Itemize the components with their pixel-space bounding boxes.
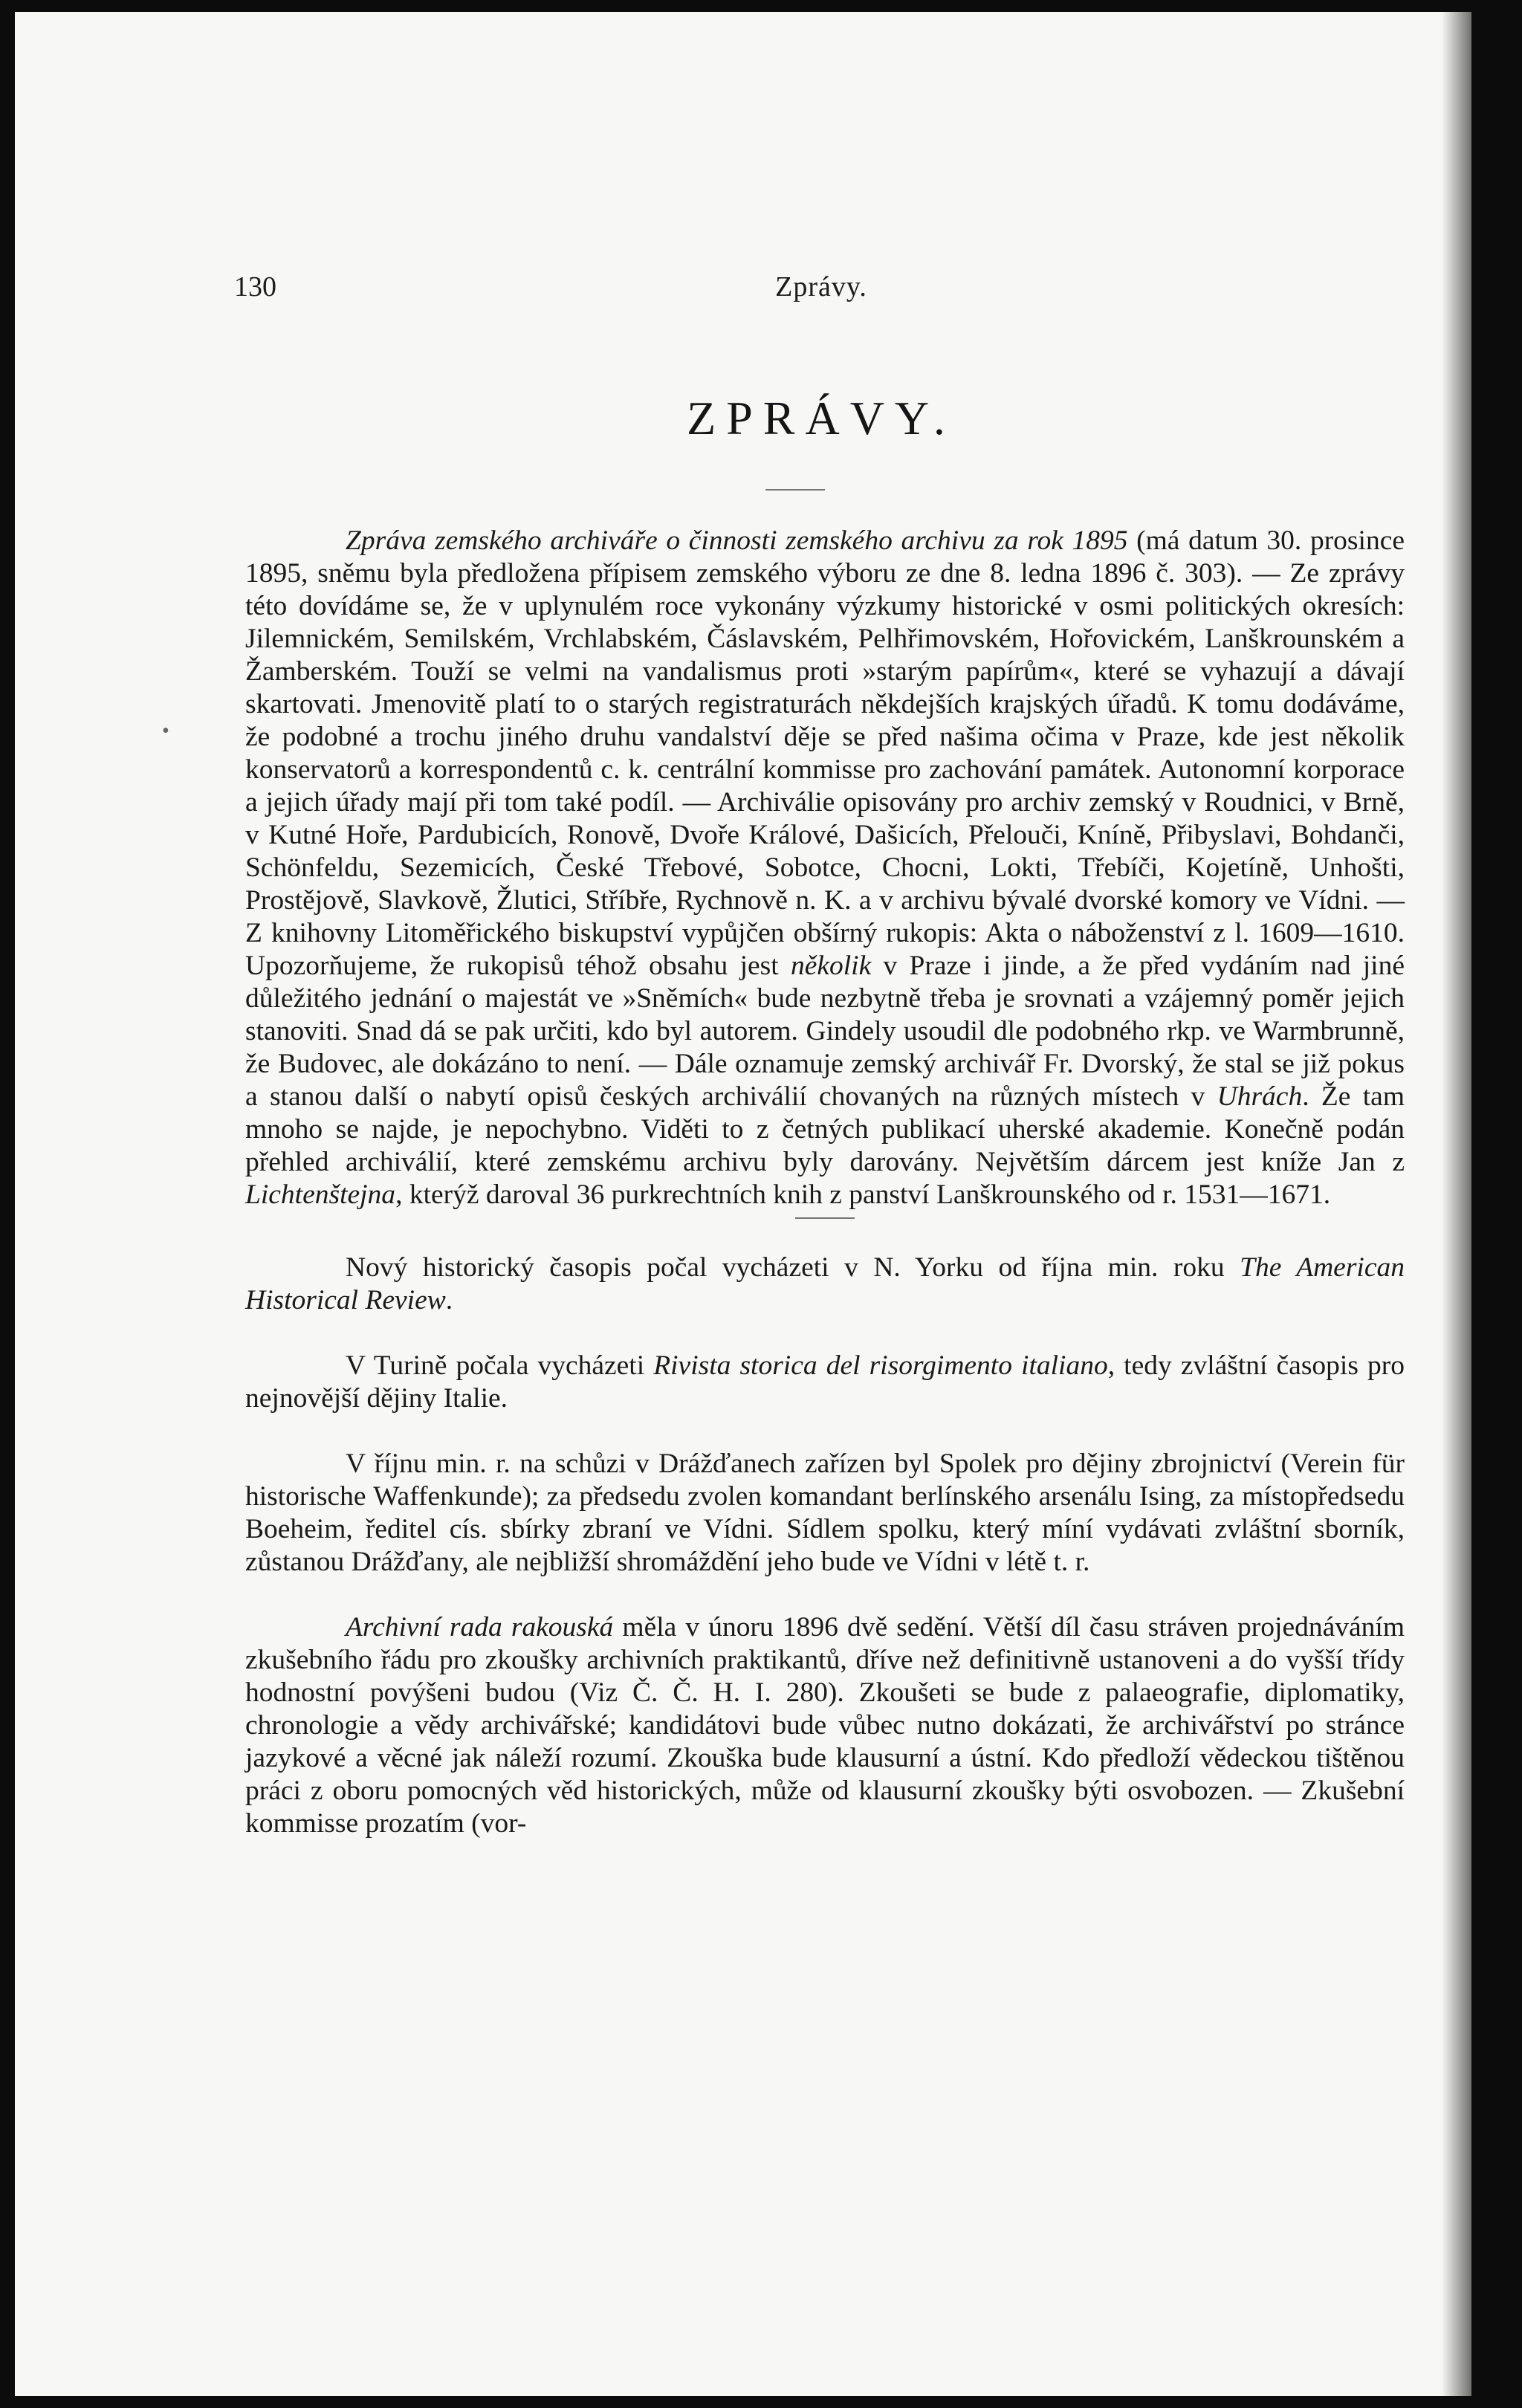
scanned-page	[15, 12, 1471, 2396]
section-separator	[795, 1217, 855, 1219]
report-place: Uhrách	[1217, 1081, 1303, 1112]
news-text: V říjnu min. r. na schůzi v Drážďanech zařízen byl Spolek pro dějiny zbrojnictví (Verein für historische Waffenkunde); za předsedu zvolen komandant berlínského arsenálu Ising, za místopředsedu Boeheim, ředitel cís. sbírky zbraní ve Vídni. Sídlem spolku, který míní vydávati zvláštní sborník, zůstanou Drážďany, ale nejbližší shromáždění jeho bude ve Vídni v létě t. r.	[245, 1449, 1405, 1577]
report-donor-place: Lichtenštejna	[245, 1179, 396, 1210]
report-paragraph	[245, 525, 1405, 1211]
news-item	[245, 1448, 1405, 1579]
page-edge-shadow	[1442, 12, 1471, 2396]
report-text-4: , kterýž daroval 36 purkrechtních knih z panství Lanškrounského od r. 1531—1671.	[395, 1179, 1331, 1210]
margin-dot: •	[162, 719, 169, 742]
article-body	[245, 525, 1405, 1840]
report-text-2: v Praze i jinde, a že před vydáním nad jiné důležitého jednání o majestát ve »Sněmích« bude nezbytně třeba je srovnati a vzájemný poměr jejich stanoviti. Snad dá se pak určiti, kdo byl autorem. Gindely usoudil dle podobného rkp. ve Warmbrunně, že Budovec, ale dokázáno to není. — Dále oznamuje zemský archivář Fr. Dvorský, že stal se již pokus a stanou další o nabytí opisů českých archiválií chovaných na různých místech v	[245, 951, 1405, 1112]
report-emphasis: několik	[790, 951, 872, 981]
news-item	[245, 1252, 1405, 1317]
running-title: Zprávy.	[775, 271, 867, 302]
news-text: měla v únoru 1896 dvě sedění. Větší díl času stráven projednáváním zkušebního řádu pro zkoušky archivních praktikantů, dříve než definitivně ustanoveni a do vyšší třídy hodnostní povýšeni budou (Viz Č. Č. H. I. 280). Zkoušeti se bude z palaeografie, diplomatiky, chronologie a vědy archivářské; kandidátovi bude vůbec nutno dokázati, že archivářství po stránce jazykové a věcné jak náleží rozumí. Zkouška bude klausurní a ústní. Kdo předloží vědeckou tištěnou práci z oboru pomocných věd historických, může od klausurní zkoušky býti osvobozen. — Zkušební kommisse prozatím (vor-	[245, 1612, 1405, 1839]
running-header	[219, 271, 1423, 315]
news-title: Archivní rada rakouská	[346, 1612, 614, 1642]
title-divider	[765, 489, 825, 491]
news-text-2: , tedy zvláštní časopis pro nejnovější dějiny Italie.	[245, 1350, 1405, 1414]
news-item	[245, 1350, 1405, 1415]
news-text: V Turině počala vycházeti	[346, 1350, 645, 1381]
report-text-3: . Že tam mnoho se najde, je nepochybno. Viděti to z četných publikací uherské akademie. Konečně podán přehled archiválií, které zemskému archivu byly darovány. Největším dárcem jest kníže Jan z	[245, 1081, 1405, 1177]
section-title: ZPRÁVY.	[687, 392, 956, 444]
journal-title: Rivista storica del risorgimento italiano	[653, 1350, 1108, 1381]
news-end: .	[445, 1285, 453, 1315]
journal-title: The American Historical Review	[245, 1252, 1405, 1315]
news-text: Nový historický časopis počal vycházeti v N. Yorku od října min. roku	[346, 1252, 1225, 1283]
page-number: 130	[234, 271, 276, 302]
news-item	[245, 1611, 1405, 1840]
report-title: Zpráva zemského archiváře o činnosti zemského archivu za rok 1895	[346, 525, 1128, 556]
report-text: (má datum 30. prosince 1895, sněmu byla předložena přípisem zemského výboru ze dne 8. ledna 1896 č. 303). — Ze zprávy této dovídáme se, že v uplynulém roce vykonány výzkumy historické v osmi politických okresích: Jilemnickém, Semilském, Vrchlabském, Čáslavském, Pelhřimovském, Hořovickém, Lanškrounském a Žamberském. Touží se velmi na vandalismus proti »starým papírům«, které se vyhazují a dávají skartovati. Jmenovitě platí to o starých registraturách někdejších krajských úřadů. K tomu dodáváme, že podobné a trochu jiného druhu vandalství děje se před našima očima v Praze, kde jest několik konservatorů a korrespondentů c. k. centrální kommisse pro zachování památek. Autonomní korporace a jejich úřady mají při tom také podíl. — Archiválie opisovány pro archiv zemský v Roudnici, v Brně, v Kutné Hoře, Pardubicích, Ronově, Dvoře Králové, Dašicích, Přelouči, Kníně, Přibyslavi, Bohdanči, Schönfeldu, Sezemicích, České Třebové, Sobotce, Chocni, Lokti, Třebíči, Kojetíně, Unhošti, Prostějově, Slavkově, Žlutici, Stříbře, Rychnově n. K. a v archivu bývalé dvorské komory ve Vídni. — Z knihovny Litoměřického biskupství vypůjčen obšírný rukopis: Akta o náboženství z l. 1609—1610. Upozorňujeme, že rukopisů téhož obsahu jest	[245, 525, 1405, 981]
